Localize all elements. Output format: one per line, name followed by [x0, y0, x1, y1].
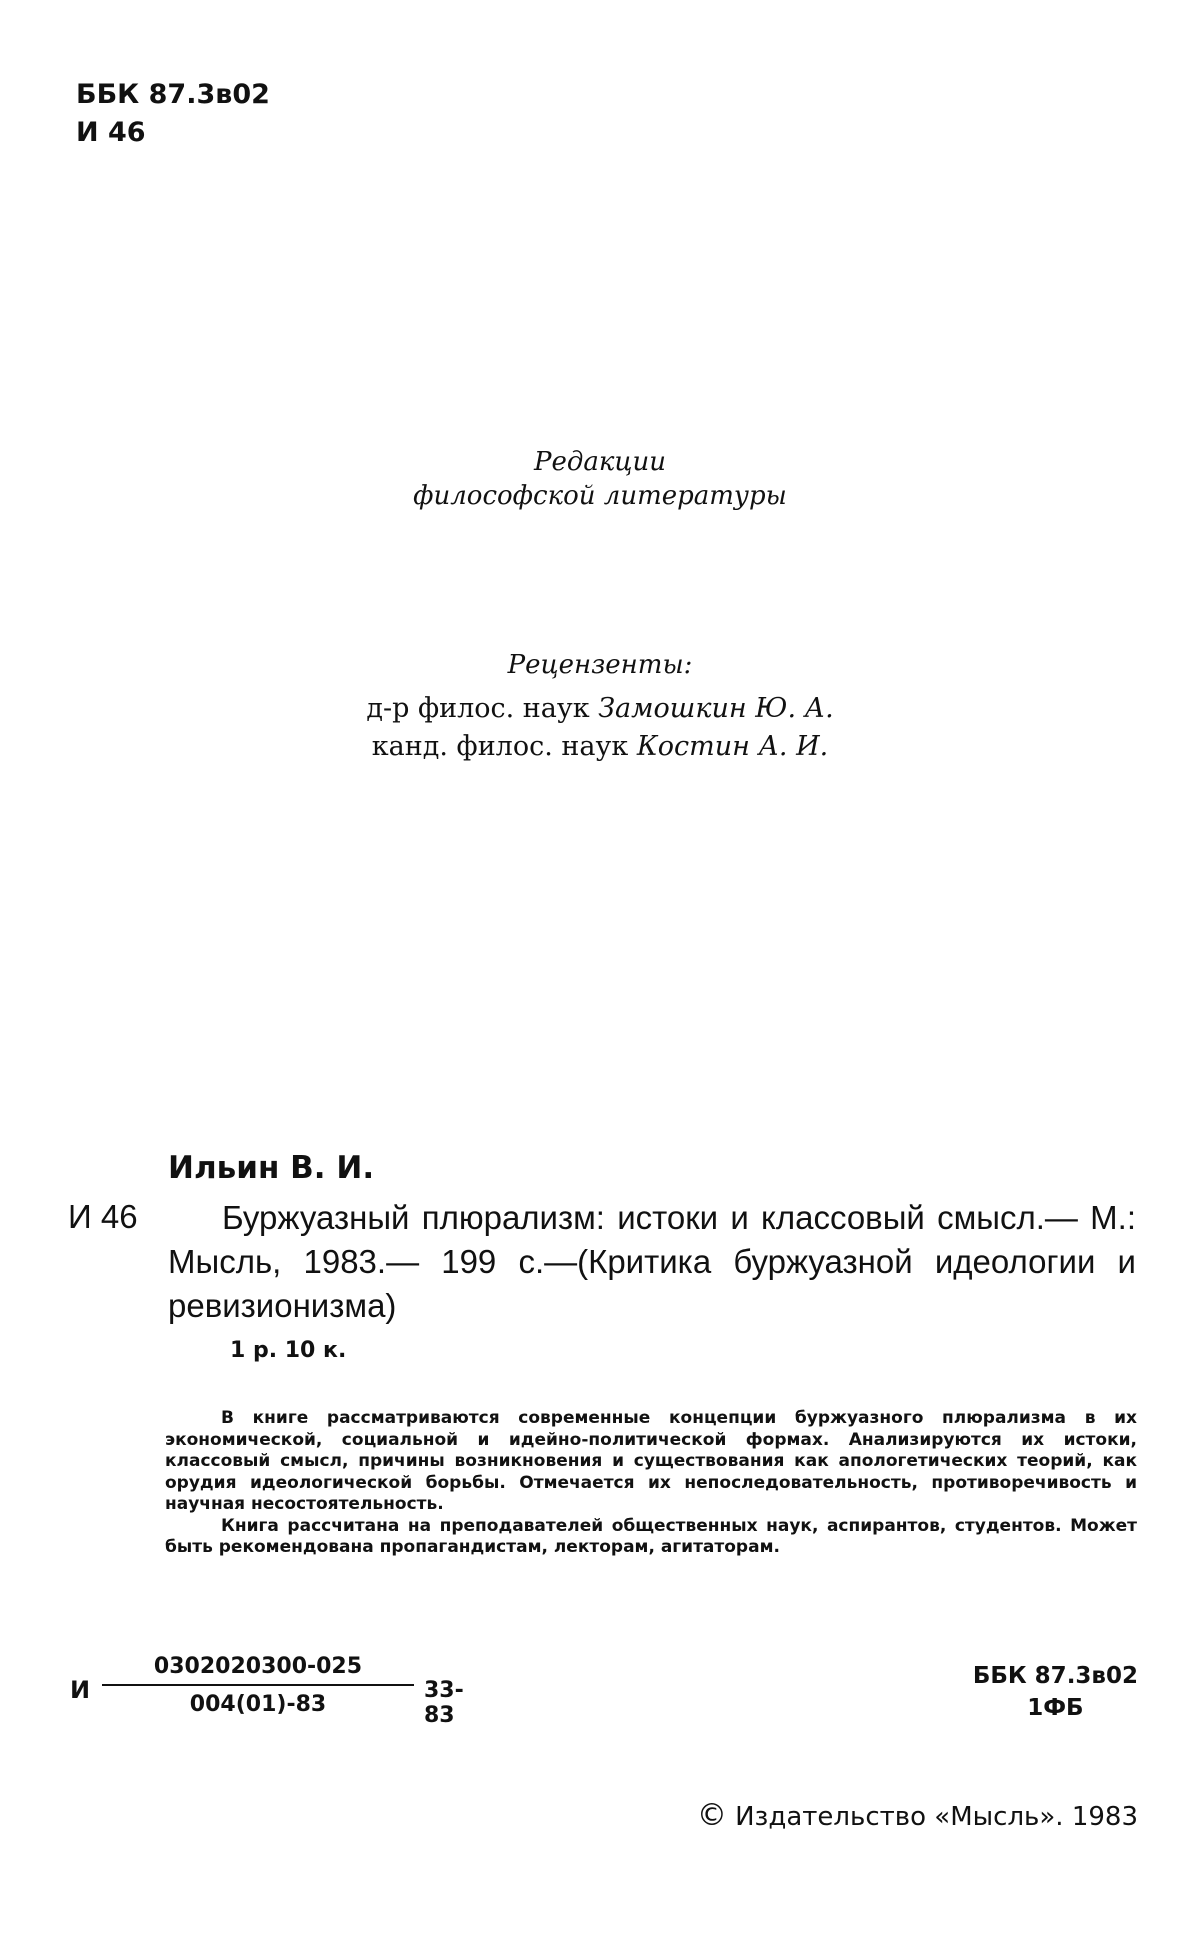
index-suffix: 33-83: [424, 1678, 464, 1728]
reviewer-item: [0, 690, 1200, 728]
fraction-line: [102, 1684, 414, 1686]
editorial-line-1: Редакции: [533, 447, 667, 477]
copyright-icon: ©: [696, 1798, 727, 1833]
author-index-code: И 46: [76, 117, 146, 148]
book-index-code: И 46: [68, 1198, 138, 1235]
copyright-text: Издательство «Мысль». 1983: [735, 1802, 1138, 1832]
book-price: 1 р. 10 к.: [230, 1338, 347, 1363]
reviewer-degree: канд. филос. наук: [371, 731, 629, 762]
reviewers-list: [0, 690, 1200, 766]
book-author: Ильин В. И.: [168, 1150, 375, 1186]
bbk-code-bottom: ББК 87.3в02: [972, 1663, 1138, 1689]
book-annotation: [165, 1408, 1137, 1559]
classification-footer: [973, 1660, 1138, 1724]
index-fraction: [102, 1652, 414, 1720]
reviewers-title: Рецензенты:: [507, 650, 693, 680]
editorial-office: [0, 445, 1200, 513]
index-formula: [70, 1652, 470, 1732]
index-denominator: 004(01)-83: [189, 1692, 327, 1717]
index-numerator: 0302020300-025: [153, 1654, 363, 1679]
bbk-code: ББК 87.3в02: [76, 79, 270, 110]
classification-code: 1ФБ: [1027, 1695, 1084, 1721]
annotation-paragraph: Книга рассчитана на преподавателей общественных наук, аспирантов, студентов. Может быть рекомендована пропагандистам, лекторам, агитаторам.: [165, 1515, 1137, 1557]
index-letter: И: [70, 1676, 91, 1704]
reviewer-degree: д-р филос. наук: [366, 693, 590, 724]
classification-header: [76, 76, 270, 152]
reviewer-item: [0, 728, 1200, 766]
annotation-paragraph: В книге рассматриваются современные концепции буржуазного плюрализма в их экономической, социальной и идейно-политической формах. Анализируются их истоки, классовый смысл, причины возникновения и существования как апологетических теорий, как орудия идеологической борьбы. Отмечается их непоследовательность, противоречивость и научная несостоятельность.: [165, 1408, 1137, 1514]
editorial-line-2: философской литературы: [413, 481, 787, 511]
copyright-notice: [697, 1798, 1138, 1833]
reviewer-name: Замошкин Ю. А.: [598, 693, 834, 724]
book-description: Буржуазный плюрализм: истоки и классовый смысл.— М.: Мысль, 1983.— 199 с.—(Критика буржуазной идеологии и ревизионизма): [168, 1199, 1136, 1324]
reviewer-name: Костин А. И.: [636, 731, 829, 762]
